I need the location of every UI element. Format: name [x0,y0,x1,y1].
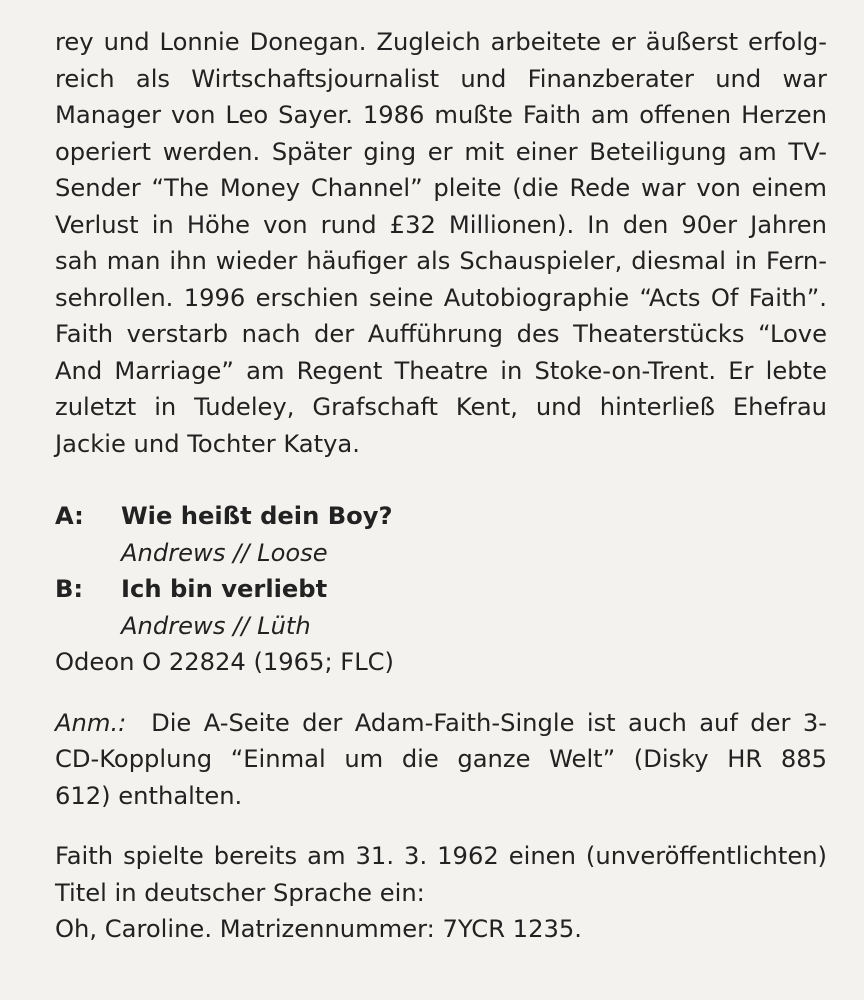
bio-line: rey und Lonnie Donegan. Zugleich arbeitete er äußerst erfolg- [55,28,827,56]
side-b-row [55,571,827,608]
bio-line: Manager von Leo Sayer. 1986 mußte Faith am offenen Herzen [55,101,827,129]
bio-line: Jackie und Tochter Katya. [55,429,360,458]
biography-paragraph [55,24,827,462]
note-text: Die A-Seite der Adam-Faith-Single ist auch auf der 3- [151,708,827,737]
side-a-title: Wie heißt dein Boy? [121,502,393,530]
bio-line: Sender “The Money Channel” pleite (die Rede war von einem [55,174,827,202]
bio-line: zuletzt in Tudeley, Grafschaft Kent, und hinterließ Ehefrau [55,393,827,421]
note-line: CD-Kopplung “Einmal um die ganze Welt” (Disky HR 885 [55,745,827,773]
closing-line: Faith spielte bereits am 31. 3. 1962 einen (unveröffentlichten) [55,842,827,870]
side-b-credit: Andrews // Lüth [121,611,311,640]
page-text [55,24,827,948]
closing-paragraph [55,838,827,948]
side-a-label: A: [55,502,84,530]
side-a-row [55,498,827,535]
bio-line: And Marriage” am Regent Theatre in Stoke-on-Trent. Er lebte [55,356,827,385]
side-b-label: B: [55,575,84,603]
bio-line: sah man ihn wieder häufiger als Schauspieler, diesmal in Fern- [55,247,827,275]
bio-line: reich als Wirtschaftsjournalist und Finanzberater und war [55,64,827,93]
bio-line: operiert werden. Später ging er mit einer Beteiligung am TV- [55,137,827,166]
note-paragraph [55,705,827,815]
bio-line: sehrollen. 1996 erschien seine Autobiographie “Acts Of Faith”. [55,283,827,312]
bio-line: Faith verstarb nach der Aufführung des Theaterstücks “Love [55,320,827,348]
side-b-title: Ich bin verliebt [121,575,328,603]
side-a-credit: Andrews // Loose [121,538,328,567]
bio-line: Verlust in Höhe von rund £32 Millionen). In den 90er Jahren [55,210,827,239]
note-line [55,705,827,742]
closing-line: Oh, Caroline. Matrizennummer: 7YCR 1235. [55,915,582,943]
closing-line: Titel in deutscher Sprache ein: [55,878,425,907]
note-label: Anm.: [55,708,127,737]
release-info: Odeon O 22824 (1965; FLC) [55,648,394,676]
note-line: 612) enthalten. [55,781,243,810]
discography-entry [55,498,827,681]
